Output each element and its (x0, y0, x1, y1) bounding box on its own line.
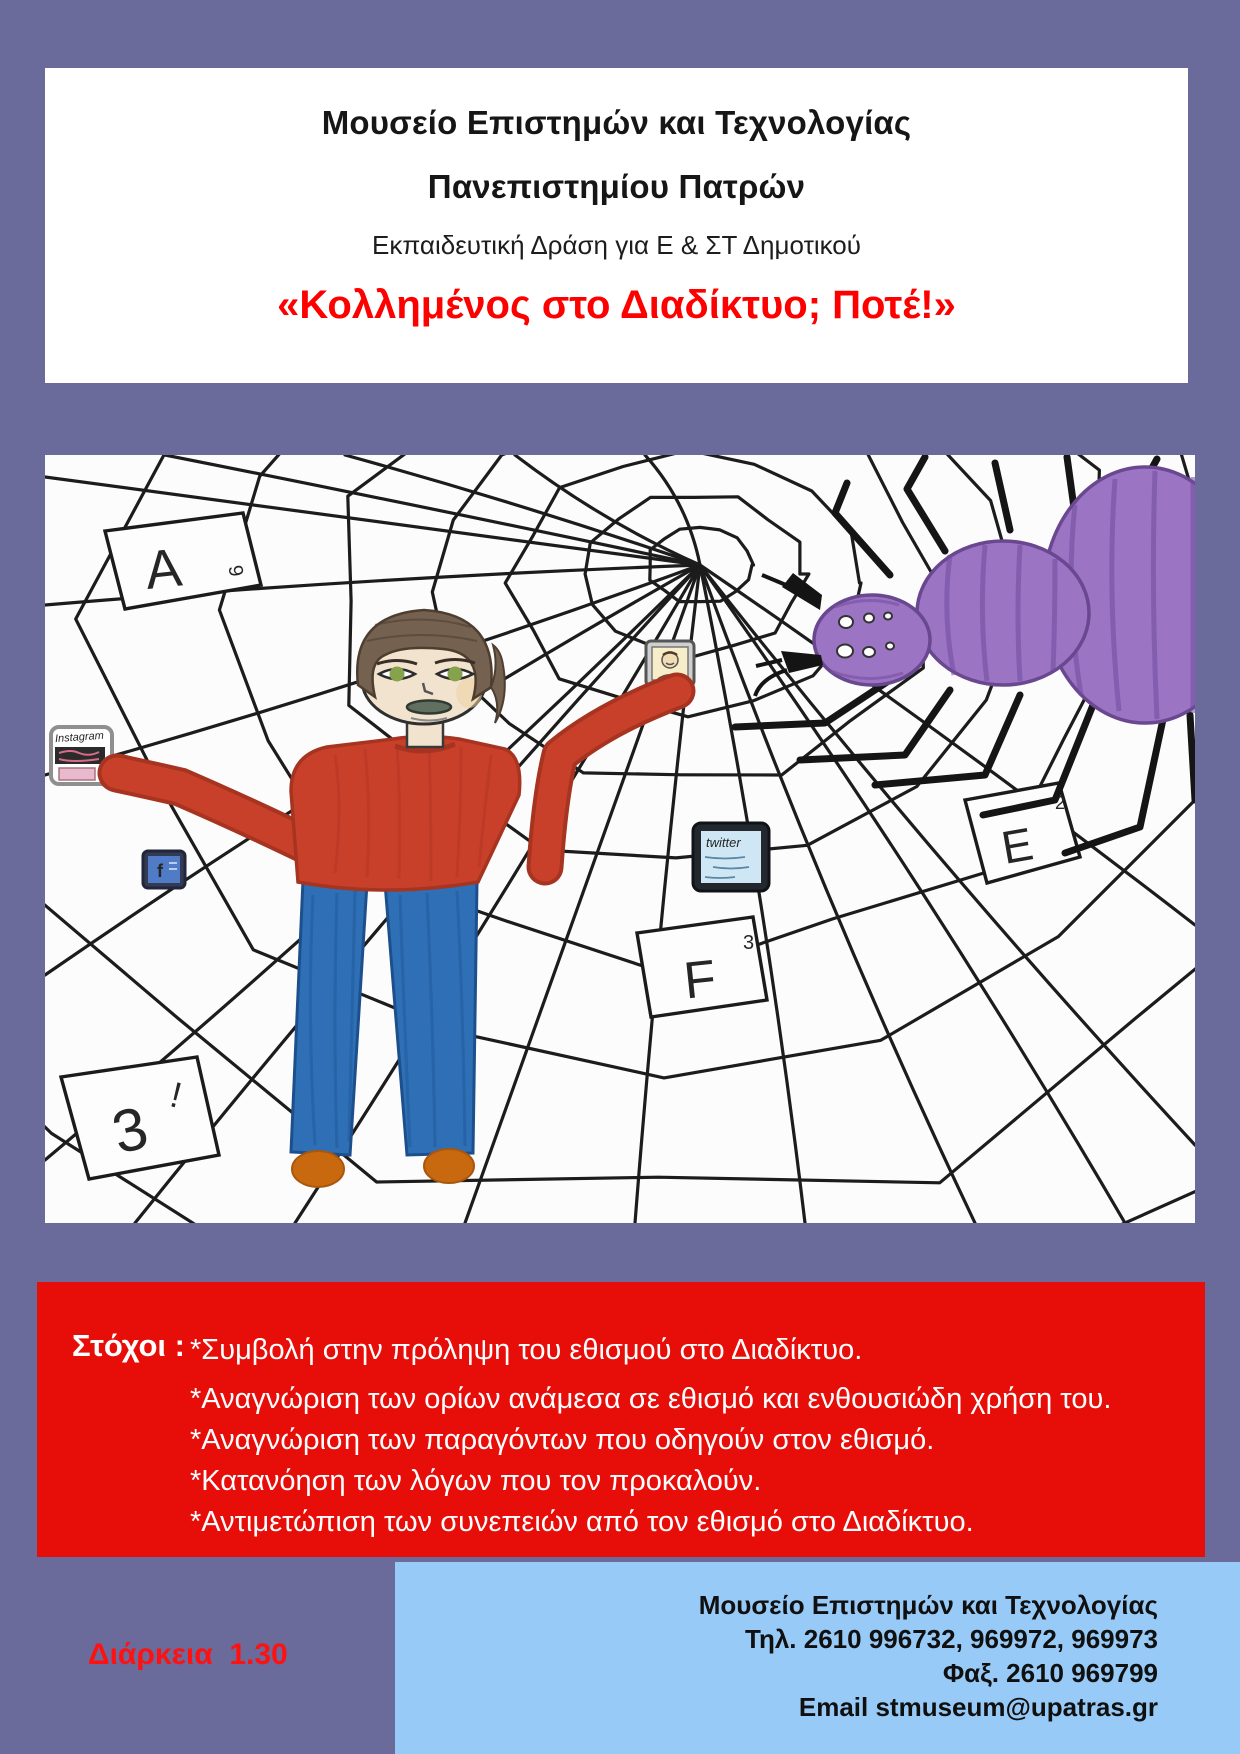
contact-name: Μουσείο Επιστημών και Τεχνολογίας (698, 1590, 1158, 1620)
museum-title-line1: Μουσείο Επιστημών και Τεχνολογίας (321, 104, 912, 141)
instagram-label: Instagram (54, 729, 105, 746)
spider-fang-upper (782, 573, 822, 610)
right-shoe (424, 1149, 474, 1183)
goal-item: *Κατανόηση των λόγων που τον προκαλούν. (190, 1465, 762, 1497)
mouth (407, 701, 451, 714)
left-iris (390, 667, 405, 682)
poster-slogan: «Κολλημένος στο Διαδίκτυο; Ποτέ!» (277, 283, 956, 327)
note-f-letter: F (681, 949, 719, 1011)
left-shoe (292, 1151, 344, 1187)
note-a-letter: A (142, 537, 185, 601)
note-e (965, 783, 1080, 883)
goals-list (190, 1330, 1111, 1543)
goal-item: *Αναγνώριση των παραγόντων που οδηγούν στον εθισμό. (190, 1424, 935, 1456)
spider-thorax (917, 541, 1089, 685)
contact-email: Email stmuseum@upatras.gr (798, 1692, 1158, 1722)
twitter-label: twitter (706, 835, 741, 850)
illustration-box (45, 455, 1195, 1223)
note-f (637, 917, 767, 1017)
museum-title-line2: Πανεπιστημίου Πατρών (427, 168, 806, 205)
spider (735, 457, 1195, 853)
header-box (45, 68, 1188, 383)
note-3 (61, 1057, 219, 1179)
note-a (105, 513, 261, 609)
contact-phone: Τηλ. 2610 996732, 969972, 969973 (745, 1624, 1158, 1654)
goals-box (37, 1282, 1205, 1557)
note-f-sup: 3 (743, 932, 755, 954)
duration-text: Διάρκεια 1.30 (88, 1638, 288, 1671)
goals-label: Στόχοι : (72, 1328, 185, 1363)
contact-fax: Φαξ. 2610 969799 (942, 1658, 1158, 1688)
goal-item: *Αντιμετώπιση των συνεπειών από τον εθισμό στο Διαδίκτυο. (190, 1506, 974, 1538)
note-a-sup: 9 (223, 563, 248, 579)
contact-box (395, 1562, 1240, 1754)
facebook-label: f (157, 861, 163, 881)
goal-item: *Συμβολή στην πρόληψη του εθισμού στο Διαδίκτυο. (190, 1334, 863, 1366)
note-e-letter: E (997, 817, 1037, 874)
note-e-sup: 2 (1055, 793, 1066, 813)
note-3-letter: 3 (105, 1093, 155, 1167)
spider-web-drawing (45, 455, 1195, 1223)
right-iris (448, 667, 463, 682)
facebook-chip-icon (143, 851, 185, 888)
hair-side-lock (491, 645, 505, 723)
activity-subtitle: Εκπαιδευτική Δράση για Ε & ΣΤ Δημοτικού (372, 230, 861, 260)
goal-item: *Αναγνώριση των ορίων ανάμεσα σε εθισμό και ενθουσιώδη χρήση του. (190, 1383, 1112, 1415)
note-3-sup: ! (166, 1073, 186, 1116)
twitter-tablet-icon (693, 823, 769, 891)
